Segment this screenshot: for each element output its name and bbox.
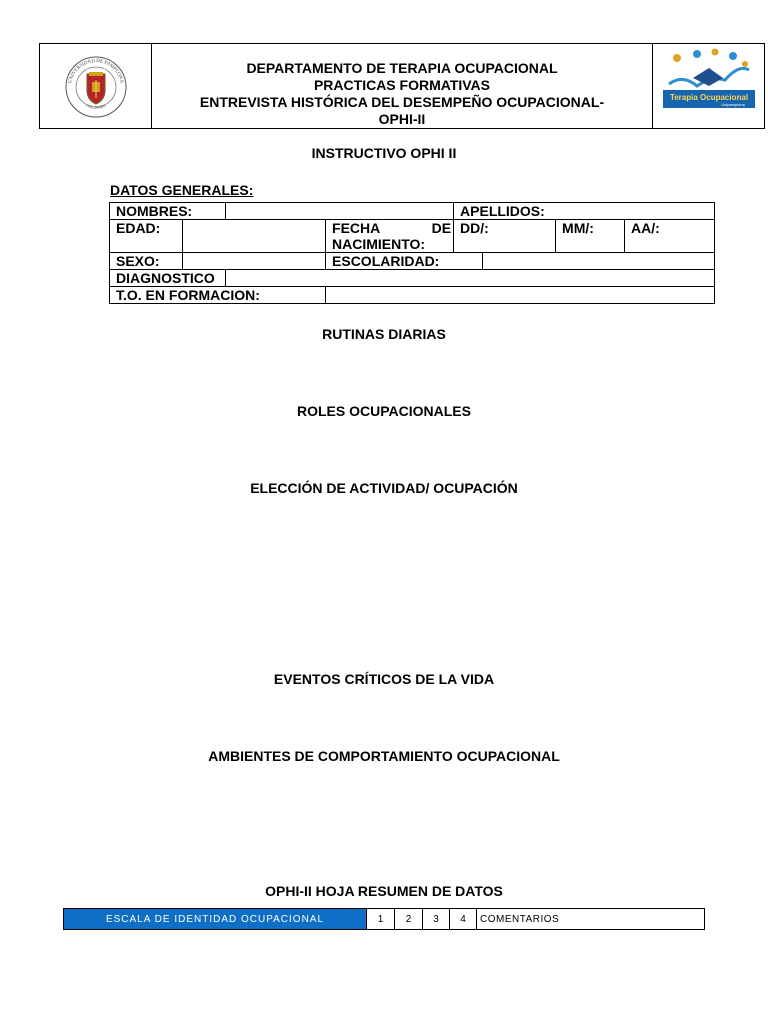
table-row [64,909,705,930]
identity-scale-label: ESCALA DE IDENTIDAD OCUPACIONAL [64,909,367,930]
program-logo-text: Terapia Ocupacional [669,93,749,102]
sexo-label: SEXO: [110,253,183,270]
header-title-line-3: ENTREVISTA HISTÓRICA DEL DESEMPEÑO OCUPACIONAL- [199,94,605,110]
header-title-line-2: PRACTICAS FORMATIVAS [313,77,491,93]
mm-label: MM/: [562,220,594,236]
section-eventos-criticos: EVENTOS CRÍTICOS DE LA VIDA [273,671,495,687]
header-title-line-1: DEPARTAMENTO DE TERAPIA OCUPACIONAL [246,60,558,76]
seal-ring-top-text: UNIVERSIDAD DE PAMPLONA [68,58,124,84]
section-eleccion-actividad: ELECCIÓN DE ACTIVIDAD/ OCUPACIÓN [250,480,518,496]
instructivo-title: INSTRUCTIVO OPHI II [311,145,457,161]
apellidos-field[interactable] [454,203,715,220]
document-header [39,43,765,129]
comments-cell[interactable]: COMENTARIOS [477,909,705,930]
apellidos-label: APELLIDOS: [460,203,545,219]
fecha-label-line-1: FECHA [332,220,381,236]
to-formacion-field[interactable] [326,287,715,304]
general-data-heading: DATOS GENERALES: [110,182,254,198]
table-row [110,203,715,220]
edad-field[interactable] [183,220,326,253]
section-hoja-resumen: OPHI-II HOJA RESUMEN DE DATOS [265,883,503,899]
table-row [110,253,715,270]
section-roles-ocupacionales: ROLES OCUPACIONALES [297,403,471,419]
table-row [110,287,715,304]
escolaridad-label: ESCOLARIDAD: [326,253,483,270]
occupational-therapy-logo-icon [653,44,765,130]
dd-label: DD/: [460,220,489,236]
dd-field[interactable] [454,220,556,253]
fecha-label-de: DE [431,220,452,236]
program-logo-subtext: Unipamplona [721,102,745,107]
score-4-cell[interactable]: 4 [450,909,477,930]
table-row [110,220,715,253]
diagnostico-field[interactable] [226,270,715,287]
score-1-cell[interactable]: 1 [367,909,395,930]
aa-field[interactable] [625,220,715,253]
header-title-line-4: OPHI-II [378,111,426,127]
to-formacion-label: T.O. EN FORMACION: [110,287,326,304]
edad-label: EDAD: [110,220,183,253]
university-seal-icon [40,44,152,130]
section-ambientes-comportamiento: AMBIENTES DE COMPORTAMIENTO OCUPACIONAL [208,748,560,764]
program-logo-cell [652,44,764,128]
university-logo-cell [40,44,152,128]
nombres-label: NOMBRES: [110,203,226,220]
diagnostico-label: DIAGNOSTICO [110,270,226,287]
nombres-field[interactable] [226,203,454,220]
fecha-label-line-2: NACIMIENTO: [332,236,426,252]
general-data-table [109,202,715,304]
summary-table [63,908,705,930]
score-3-cell[interactable]: 3 [423,909,450,930]
seal-ring-bottom-text: COLOMBIA [85,102,107,110]
aa-label: AA/: [631,220,660,236]
section-rutinas-diarias: RUTINAS DIARIAS [322,326,446,342]
sexo-field[interactable] [183,253,326,270]
escolaridad-field[interactable] [483,253,715,270]
table-row [110,270,715,287]
mm-field[interactable] [556,220,625,253]
fecha-nacimiento-label [326,220,454,253]
score-2-cell[interactable]: 2 [395,909,423,930]
header-title [152,60,652,128]
